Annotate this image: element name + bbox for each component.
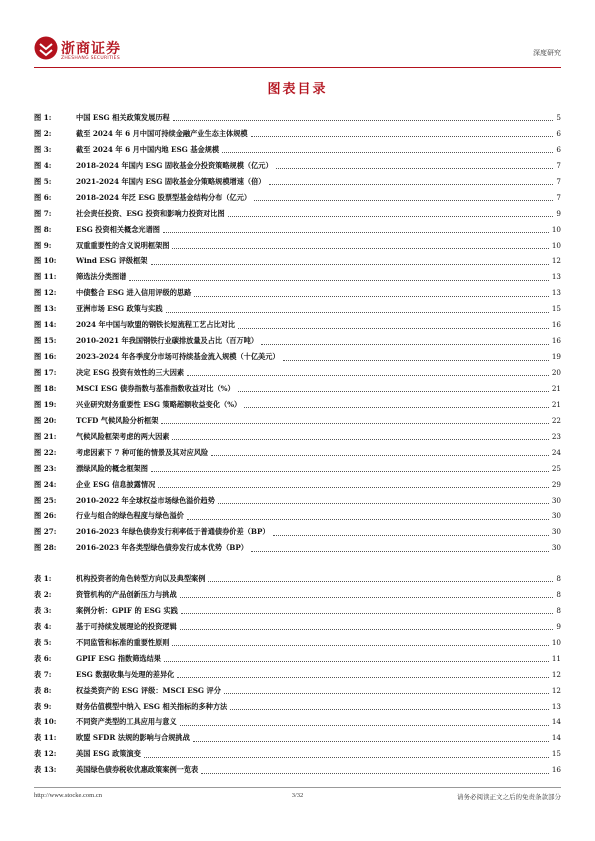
toc-entry-page: 25 <box>551 463 561 473</box>
toc-entry-title: 基于可持续发展理论的投资逻辑 <box>76 621 177 631</box>
toc-entry-label: 图 6: <box>34 192 52 202</box>
toc-entry-label: 表 1: <box>34 574 52 583</box>
table-toc-entry[interactable] <box>34 746 561 762</box>
figure-toc-entry[interactable] <box>34 493 561 509</box>
toc-entry-page: 30 <box>551 511 561 521</box>
figure-toc-entry[interactable] <box>34 365 561 381</box>
toc-entry-label: 表 5: <box>34 637 52 647</box>
toc-entry-title: 企业 ESG 信息披露情况 <box>76 479 156 489</box>
toc-entry-title: 机构投资者的角色转型方向以及典型案例 <box>76 574 206 583</box>
toc-entry-label: 图 27: <box>34 527 57 537</box>
toc-entry-title: 亚洲市场 ESG 政策与实践 <box>76 304 163 314</box>
toc-entry-page: 16 <box>551 336 561 346</box>
toc-leader-dots <box>187 375 549 376</box>
toc-leader-dots <box>151 471 549 472</box>
toc-entry-page: 7 <box>556 160 561 170</box>
toc-entry-title: 权益类资产的 ESG 评级：MSCI ESG 评分 <box>76 685 221 695</box>
toc-entry-label: 图 4: <box>34 160 52 170</box>
figure-toc-entry[interactable] <box>34 301 561 317</box>
toc-leader-dots <box>201 773 549 774</box>
toc-entry-title: 2016-2023 年各类型绿色债券发行成本优势（BP） <box>76 543 248 553</box>
toc-entry-title: 美国 ESG 政策演变 <box>76 749 141 759</box>
toc-leader-dots <box>173 120 554 121</box>
page-footer <box>34 790 561 802</box>
toc-entry-title: 美国绿色债券税收优惠政策案例一览表 <box>76 765 199 775</box>
toc-entry-label: 图 8: <box>34 224 52 234</box>
toc-entry-title: 2018-2024 年国内 ESG 固收基金分投资策略规模（亿元） <box>76 160 273 170</box>
toc-leader-dots <box>273 535 549 536</box>
toc-leader-dots <box>261 344 549 345</box>
figure-toc-entry[interactable] <box>34 445 561 461</box>
figure-toc-entry[interactable] <box>34 190 561 206</box>
figure-toc-entry[interactable] <box>34 413 561 429</box>
toc-leader-dots <box>283 360 549 361</box>
footer-page-number: 3/32 <box>291 792 304 799</box>
toc-entry-title: Wind ESG 评级框架 <box>76 256 148 266</box>
toc-entry-title: 2010-2021 年我国钢铁行业碳排放量及占比（百万吨） <box>76 336 259 346</box>
toc-entry-label: 表 3: <box>34 605 52 615</box>
toc-leader-dots <box>166 312 549 313</box>
figure-toc-entry[interactable] <box>34 238 561 254</box>
brand-name: 浙商证券 <box>61 41 121 57</box>
toc-entry-label: 表 10: <box>34 717 57 727</box>
toc-entry-title: 不同监管和标准的重要性原则 <box>76 637 170 647</box>
toc-entry-label: 表 11: <box>34 733 57 743</box>
toc-leader-dots <box>181 613 554 614</box>
figure-toc-entry[interactable] <box>34 222 561 238</box>
toc-entry-label: 图 12: <box>34 288 57 298</box>
toc-entry-page: 22 <box>551 415 561 425</box>
toc-entry-page: 29 <box>551 479 561 489</box>
toc-entry-page: 9 <box>556 621 561 631</box>
toc-entry-page: 12 <box>551 256 561 266</box>
toc-entry-title: 行业与组合的绿色程度与绿色溢价 <box>76 511 184 521</box>
toc-leader-dots <box>230 709 549 710</box>
figure-toc-entry[interactable] <box>34 269 561 285</box>
toc-entry-label: 图 10: <box>34 256 57 266</box>
toc-entry-title: ESG 数据收集与处理的差异化 <box>76 669 175 679</box>
toc-leader-dots <box>163 232 549 233</box>
toc-entry-title: 2023-2024 年各季度分市场可持续基金流入规模（十亿美元） <box>76 352 280 362</box>
toc-leader-dots <box>254 200 553 201</box>
toc-leader-dots <box>187 519 549 520</box>
figure-toc-entry[interactable] <box>34 110 561 126</box>
toc-leader-dots <box>151 264 549 265</box>
toc-leader-dots <box>244 407 549 408</box>
toc-entry-label: 图 21: <box>34 431 57 441</box>
toc-entry-label: 图 23: <box>34 463 57 473</box>
toc-entry-page: 16 <box>551 320 561 330</box>
figure-toc-entry[interactable] <box>34 540 561 556</box>
toc-entry-label: 图 20: <box>34 415 57 425</box>
toc-entry-label: 图 26: <box>34 511 57 521</box>
toc-leader-dots <box>172 248 548 249</box>
toc-entry-page: 8 <box>556 605 561 615</box>
toc-entry-page: 14 <box>551 717 561 727</box>
toc-entry-label: 图 24: <box>34 479 57 489</box>
table-toc-entry[interactable] <box>34 651 561 667</box>
toc-leader-dots <box>228 216 554 217</box>
toc-entry-page: 5 <box>556 113 561 122</box>
toc-entry-title: 中国 ESG 相关政策发展历程 <box>76 113 170 122</box>
toc-entry-label: 表 4: <box>34 621 52 631</box>
toc-entry-page: 30 <box>551 527 561 537</box>
table-toc-entry[interactable] <box>34 571 561 587</box>
table-toc-entry[interactable] <box>34 762 561 778</box>
toc-entry-page: 12 <box>551 685 561 695</box>
toc-entry-title: MSCI ESG 债券指数与基准指数收益对比（%） <box>76 383 235 393</box>
toc-entry-label: 图 19: <box>34 399 57 409</box>
toc-leader-dots <box>251 551 549 552</box>
toc-entry-title: 双重重要性的含义说明框架图 <box>76 240 170 250</box>
toc-entry-label: 表 2: <box>34 589 52 599</box>
toc-entry-label: 图 1: <box>34 113 52 122</box>
toc-leader-dots <box>224 693 549 694</box>
toc-entry-page: 15 <box>551 749 561 759</box>
toc-leader-dots <box>238 391 549 392</box>
toc-entry-page: 8 <box>556 589 561 599</box>
toc-leader-dots <box>180 629 554 630</box>
toc-entry-label: 图 11: <box>34 272 57 282</box>
toc-entry-page: 30 <box>551 543 561 553</box>
footer-divider <box>34 787 561 788</box>
toc-entry-title: ESG 投资相关概念光谱图 <box>76 224 160 234</box>
toc-entry-title: 考虑因素下 7 种可能的情景及其对应风险 <box>76 447 209 457</box>
table-toc-entry[interactable] <box>34 699 561 715</box>
toc-entry-title: 中债整合 ESG 进入信用评级的思路 <box>76 288 192 298</box>
table-toc-entry[interactable] <box>34 714 561 730</box>
toc-entry-page: 30 <box>551 495 561 505</box>
table-toc-entry[interactable] <box>34 730 561 746</box>
toc-entry-title: 截至 2024 年 6 月中国可持续金融产业生态主体规模 <box>76 128 248 138</box>
toc-entry-title: 兴业研究财务重要性 ESG 策略超额收益变化（%） <box>76 399 242 409</box>
toc-entry-title: 不同资产类型的工具应用与意义 <box>76 717 177 727</box>
toc-entry-label: 表 6: <box>34 653 52 663</box>
toc-leader-dots <box>180 725 549 726</box>
toc-entry-page: 10 <box>551 224 561 234</box>
toc-entry-page: 16 <box>551 765 561 775</box>
toc-leader-dots <box>164 661 549 662</box>
toc-leader-dots <box>208 581 553 582</box>
page-title: 图表目录 <box>267 82 328 97</box>
toc-entry-label: 图 14: <box>34 320 57 330</box>
toc-leader-dots <box>129 280 549 281</box>
toc-entry-title: 2018-2024 年泛 ESG 股票型基金结构分布（亿元） <box>76 192 252 202</box>
figure-toc-entry[interactable] <box>34 317 561 333</box>
page-header <box>34 36 561 66</box>
toc-entry-page: 23 <box>551 431 561 441</box>
footer-disclaimer: 请务必阅读正文之后的免责条款部分 <box>457 793 561 801</box>
toc-entry-label: 表 12: <box>34 749 57 759</box>
toc-entry-label: 图 15: <box>34 336 57 346</box>
toc-entry-label: 图 25: <box>34 495 57 505</box>
toc-entry-label: 图 9: <box>34 240 52 250</box>
toc-entry-title: 漂绿风险的概念框架图 <box>76 463 148 473</box>
toc-entry-title: 案例分析：GPIF 的 ESG 实践 <box>76 605 178 615</box>
toc-entry-title: 2016-2023 年绿色债券发行利率低于普通债券价差（BP） <box>76 527 270 537</box>
toc-leader-dots <box>193 741 549 742</box>
toc-leader-dots <box>172 439 548 440</box>
brand-subtitle: ZHESHANG SECURITIES <box>61 56 120 61</box>
toc-entry-label: 图 18: <box>34 383 57 393</box>
figure-toc-entry[interactable] <box>34 508 561 524</box>
document-type: 深度研究 <box>533 49 561 57</box>
toc-leader-dots <box>194 296 549 297</box>
toc-leader-dots <box>172 645 548 646</box>
toc-entry-label: 图 16: <box>34 352 57 362</box>
figure-toc-entry[interactable] <box>34 174 561 190</box>
toc-leader-dots <box>144 757 549 758</box>
toc-entry-page: 21 <box>551 383 561 393</box>
toc-entry-label: 表 13: <box>34 765 57 775</box>
table-toc-entry[interactable] <box>34 619 561 635</box>
figure-toc-entry[interactable] <box>34 524 561 540</box>
figure-toc-entry[interactable] <box>34 158 561 174</box>
figure-toc-entry[interactable] <box>34 349 561 365</box>
toc-entry-label: 图 22: <box>34 447 57 457</box>
toc-leader-dots <box>161 423 548 424</box>
table-toc-entry[interactable] <box>34 587 561 603</box>
figure-toc-entry[interactable] <box>34 477 561 493</box>
toc-entry-label: 图 3: <box>34 144 52 154</box>
toc-entry-label: 图 13: <box>34 304 57 314</box>
figure-list <box>34 110 561 556</box>
toc-entry-title: 截至 2024 年 6 月中国内地 ESG 基金规模 <box>76 144 220 154</box>
toc-entry-label: 表 9: <box>34 701 52 711</box>
toc-entry-page: 8 <box>556 574 561 583</box>
header-divider <box>34 67 561 68</box>
toc-entry-page: 10 <box>551 240 561 250</box>
toc-entry-page: 20 <box>551 368 561 377</box>
figure-toc-entry[interactable] <box>34 253 561 269</box>
footer-url[interactable]: http://www.stocke.com.cn <box>34 792 102 799</box>
toc-entry-title: 2024 年中国与欧盟的钢铁长短流程工艺占比对比 <box>76 320 236 330</box>
toc-leader-dots <box>211 455 549 456</box>
table-toc-entry[interactable] <box>34 667 561 683</box>
toc-leader-dots <box>177 677 548 678</box>
table-toc-entry[interactable] <box>34 683 561 699</box>
figure-toc-entry[interactable] <box>34 142 561 158</box>
figure-toc-entry[interactable] <box>34 461 561 477</box>
toc-entry-page: 19 <box>551 352 561 362</box>
table-toc-entry[interactable] <box>34 603 561 619</box>
toc-entry-page: 24 <box>551 447 561 457</box>
toc-entry-label: 表 7: <box>34 669 52 679</box>
toc-entry-label: 图 28: <box>34 543 57 553</box>
toc-leader-dots <box>180 597 554 598</box>
figure-toc-entry[interactable] <box>34 126 561 142</box>
toc-entry-page: 13 <box>551 272 561 282</box>
figure-toc-entry[interactable] <box>34 381 561 397</box>
toc-entry-label: 图 5: <box>34 176 52 186</box>
toc-entry-title: 2010-2022 年全球权益市场绿色溢价趋势 <box>76 495 215 505</box>
figure-toc-entry[interactable] <box>34 429 561 445</box>
toc-leader-dots <box>238 328 549 329</box>
toc-entry-page: 10 <box>551 637 561 647</box>
toc-entry-label: 表 8: <box>34 685 52 695</box>
toc-entry-label: 图 7: <box>34 208 52 218</box>
toc-leader-dots <box>158 487 549 488</box>
toc-entry-title: 气候风险框架考虑的两大因素 <box>76 431 170 441</box>
figure-toc-entry[interactable] <box>34 333 561 349</box>
toc-entry-page: 7 <box>556 176 561 186</box>
toc-entry-page: 6 <box>556 128 561 138</box>
toc-entry-page: 21 <box>551 399 561 409</box>
toc-leader-dots <box>222 152 553 153</box>
toc-entry-page: 14 <box>551 733 561 743</box>
toc-entry-title: GPIF ESG 指数筛选结果 <box>76 653 161 663</box>
toc-entry-title: 筛选法分类图谱 <box>76 272 127 282</box>
toc-entry-page: 9 <box>556 208 561 218</box>
figure-toc-entry[interactable] <box>34 397 561 413</box>
toc-entry-title: 欧盟 SFDR 法规的影响与合规挑战 <box>76 733 190 743</box>
table-list <box>34 571 561 778</box>
toc-entry-label: 图 17: <box>34 368 57 377</box>
toc-leader-dots <box>269 184 554 185</box>
toc-entry-page: 7 <box>556 192 561 202</box>
toc-entry-page: 13 <box>551 288 561 298</box>
table-toc-entry[interactable] <box>34 635 561 651</box>
toc-leader-dots <box>251 136 554 137</box>
toc-entry-title: 财务估值模型中纳入 ESG 相关指标的多种方法 <box>76 701 228 711</box>
toc-entry-page: 15 <box>551 304 561 314</box>
toc-entry-page: 13 <box>551 701 561 711</box>
brand-logo-icon <box>34 36 58 60</box>
toc-entry-label: 图 2: <box>34 128 52 138</box>
toc-entry-title: 决定 ESG 投资有效性的三大因素 <box>76 368 185 377</box>
toc-entry-title: 资管机构的产品创新压力与挑战 <box>76 589 177 599</box>
toc-leader-dots <box>218 503 549 504</box>
toc-leader-dots <box>276 168 554 169</box>
toc-entry-page: 12 <box>551 669 561 679</box>
figure-toc-entry[interactable] <box>34 285 561 301</box>
toc-entry-page: 6 <box>556 144 561 154</box>
figure-toc-entry[interactable] <box>34 206 561 222</box>
toc-entry-page: 11 <box>551 653 561 663</box>
toc-entry-title: 2021-2024 年国内 ESG 固收基金分策略规模增速（倍） <box>76 176 266 186</box>
toc-entry-title: 社会责任投资、ESG 投资和影响力投资对比图 <box>76 208 225 218</box>
toc-entry-title: TCFD 气候风险分析框架 <box>76 415 159 425</box>
